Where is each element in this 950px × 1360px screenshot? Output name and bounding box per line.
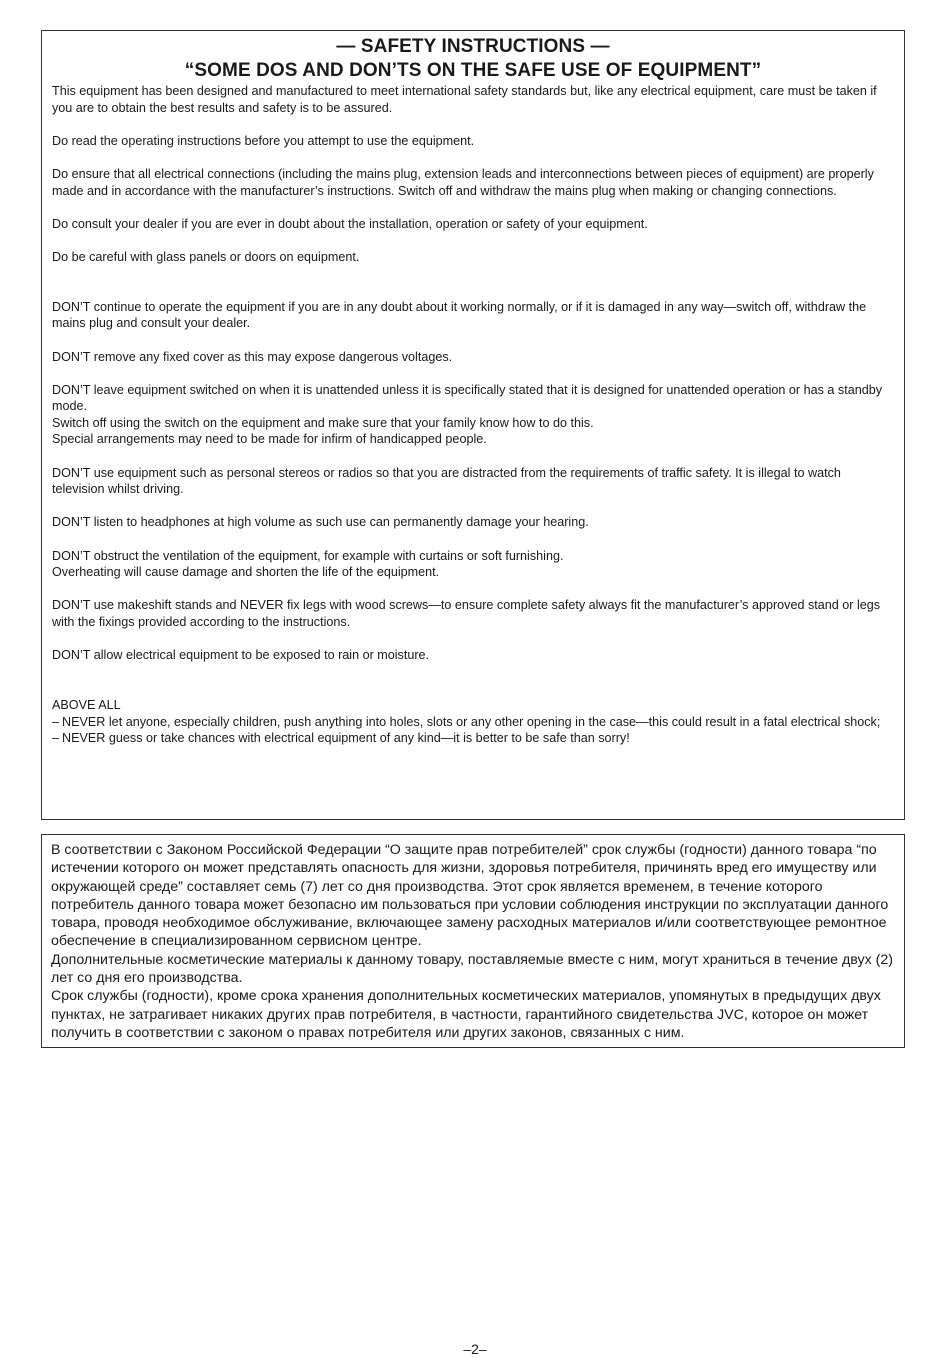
safety-intro: This equipment has been designed and manufactured to meet international safety standards but, like any electrical equipment, care must be taken if you are to obtain the best results and safety is to be assured.: [52, 84, 877, 115]
dash-marker: –: [52, 731, 60, 746]
page-number: –2–: [463, 1341, 487, 1357]
above-all-item: [52, 714, 894, 731]
above-all-heading: ABOVE ALL: [52, 697, 121, 712]
above-all-item: [52, 730, 894, 747]
switch-off-note: Switch off using the switch on the equipment and make sure that your family know how to do this.: [52, 415, 594, 430]
dont-headphones-volume: DON’T listen to headphones at high volume as such use can permanently damage your hearing.: [52, 515, 589, 530]
dont-makeshift-stands: DON’T use makeshift stands and NEVER fix legs with wood screws—to ensure complete safety always fit the manufacturer’s approved stand or legs with the fixings provided according to the instructions.: [52, 598, 881, 629]
dont-remove-cover: DON’T remove any fixed cover as this may expose dangerous voltages.: [52, 349, 453, 364]
dont-expose-moisture: DON’T allow electrical equipment to be exposed to rain or moisture.: [52, 648, 430, 663]
dont-leave-unattended: DON’T leave equipment switched on when it is unattended unless it is specifically stated that it is designed for unattended operation or has a standby mode.: [52, 382, 883, 414]
russian-paragraph: В соответствии с Законом Российской Федерации “О защите прав потребителей” срок службы (годности) данного товара “по истечении которого он может представлять опасность для жизни, здоровья потребителя, причинять вред его имуществу или окружающей среде” составляет семь (7) лет со дня производства. Этот срок является временем, в течение которого потребитель данного товара может безопасно им пользоваться при условии соблюдения инструкции по эксплуатации данного товара, проводя необходимое обслуживание, включающее замену расходных материалов и/или соответствующее ремонтное обеспечение в специализированном сервисном центре.: [51, 842, 889, 950]
special-arrangements-note: Special arrangements may need to be made for infirm of handicapped people.: [52, 432, 487, 447]
russian-paragraph: Дополнительные косметические материалы к данному товару, поставляемые вместе с ним, могут храниться в течение двух (2) лет со дня его производства.: [51, 951, 893, 987]
dash-marker: –: [52, 714, 60, 729]
safety-title-line2: “SOME DOS AND DON’TS ON THE SAFE USE OF EQUIPMENT”: [184, 60, 762, 81]
russian-service-life-box: [41, 834, 905, 1048]
dont-obstruct-ventilation: DON’T obstruct the ventilation of the equipment, for example with curtains or soft furnishing.: [52, 548, 564, 563]
dont-traffic-distraction: DON’T use equipment such as personal stereos or radios so that you are distracted from the requirements of traffic safety. It is illegal to watch television whilst driving.: [52, 465, 841, 497]
above-all-item-text: NEVER let anyone, especially children, push anything into holes, slots or any other opening in the case—this could result in a fatal electrical shock;: [62, 714, 881, 729]
overheating-note: Overheating will cause damage and shorten the life of the equipment.: [52, 565, 440, 580]
safety-body: [52, 83, 894, 747]
do-read-instructions: Do read the operating instructions before you attempt to use the equipment.: [52, 133, 475, 148]
do-ensure-connections: Do ensure that all electrical connections (including the mains plug, extension leads and interconnections between pieces of equipment) are properly made and in accordance with the manufacturer’s instructions. Switch off and withdraw the mains plug when making or changing connections.: [52, 166, 874, 198]
above-all-item-text: NEVER guess or take chances with electrical equipment of any kind—it is better to be safe than sorry!: [62, 731, 630, 746]
safety-title: [52, 35, 894, 83]
do-consult-dealer: Do consult your dealer if you are ever in doubt about the installation, operation or safety of your equipment.: [52, 216, 648, 231]
russian-paragraph: Срок службы (годности), кроме срока хранения дополнительных косметических материалов, упомянутых в предыдущих двух пунктах, не затрагивает никаких других прав потребителя, в частности, гарантийного свидетельства JVC, которое он может получить в соответствии с законом о правах потребителя или других законов, связанных с ним.: [51, 988, 881, 1041]
do-be-careful-glass: Do be careful with glass panels or doors on equipment.: [52, 249, 360, 264]
dont-continue-operate: DON’T continue to operate the equipment if you are in any doubt about it working normally, or if it is damaged in any way—switch off, withdraw the mains plug and consult your dealer.: [52, 299, 867, 331]
safety-instructions-box: [41, 30, 905, 820]
safety-title-line1: — SAFETY INSTRUCTIONS —: [336, 36, 610, 57]
